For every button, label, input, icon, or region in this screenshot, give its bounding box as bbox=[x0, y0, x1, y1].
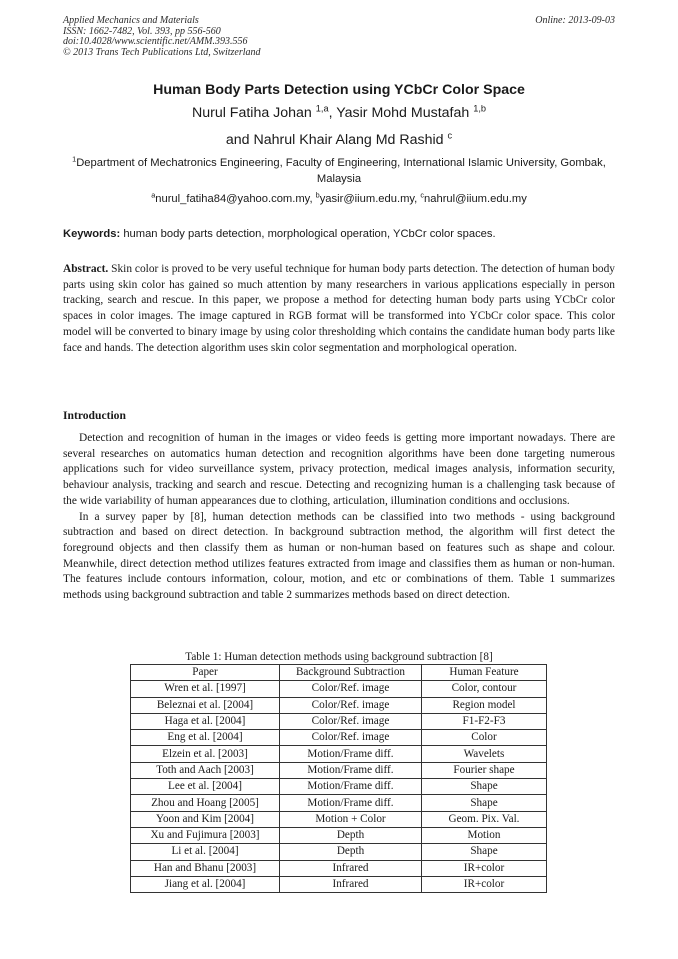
table-cell: Xu and Fujimura [2003] bbox=[131, 827, 280, 843]
table-cell: Beleznai et al. [2004] bbox=[131, 697, 280, 713]
author-conjunction: and bbox=[225, 132, 250, 148]
table-cell: Wavelets bbox=[422, 746, 547, 762]
table-cell: Yoon and Kim [2004] bbox=[131, 811, 280, 827]
table-cell: Infrared bbox=[280, 876, 422, 892]
table-cell: Motion/Frame diff. bbox=[280, 779, 422, 795]
paper-title: Human Body Parts Detection using YCbCr Color Space bbox=[153, 82, 525, 98]
table-cell: Zhou and Hoang [2005] bbox=[131, 795, 280, 811]
email-link[interactable]: yasir@iium.edu.my bbox=[319, 193, 415, 205]
table-cell: Motion/Frame diff. bbox=[280, 762, 422, 778]
table-body bbox=[131, 681, 547, 893]
table-cell: Infrared bbox=[280, 860, 422, 876]
table-cell: Toth and Aach [2003] bbox=[131, 762, 280, 778]
introduction-body bbox=[63, 431, 615, 604]
email-link[interactable]: nurul_fatiha84@yahoo.com.my bbox=[155, 193, 310, 205]
table-cell: Shape bbox=[422, 795, 547, 811]
table-row bbox=[131, 779, 547, 795]
journal-name: Applied Mechanics and Materials bbox=[63, 15, 199, 26]
author-superscript: 1,b bbox=[473, 103, 487, 114]
table-cell: Li et al. [2004] bbox=[131, 844, 280, 860]
online-date: Online: 2013-09-03 bbox=[535, 15, 615, 26]
table-cell: Elzein et al. [2003] bbox=[131, 746, 280, 762]
table-row bbox=[131, 844, 547, 860]
table-cell: Fourier shape bbox=[422, 762, 547, 778]
table-cell: Wren et al. [1997] bbox=[131, 681, 280, 697]
email-superscript: c bbox=[420, 190, 425, 200]
table-cell: Shape bbox=[422, 844, 547, 860]
table-cell: Depth bbox=[280, 844, 422, 860]
affiliation bbox=[63, 155, 615, 187]
table-cell: Han and Bhanu [2003] bbox=[131, 860, 280, 876]
table-cell: Color, contour bbox=[422, 681, 547, 697]
keywords-text: human body parts detection, morphological operation, YCbCr color spaces. bbox=[123, 228, 496, 240]
copyright-line: © 2013 Trans Tech Publications Ltd, Switzerland bbox=[63, 46, 261, 58]
table-cell: IR+color bbox=[422, 860, 547, 876]
table-cell: Haga et al. [2004] bbox=[131, 713, 280, 729]
abstract bbox=[63, 262, 615, 356]
table-row bbox=[131, 811, 547, 827]
keywords-label: Keywords: bbox=[63, 228, 121, 240]
table-row bbox=[131, 746, 547, 762]
table-cell: Motion + Color bbox=[280, 811, 422, 827]
affiliation-superscript: 1 bbox=[72, 154, 77, 164]
doi-line: doi:10.4028/www.scientific.net/AMM.393.556 bbox=[63, 36, 248, 47]
table-cell: Motion bbox=[422, 827, 547, 843]
table-1 bbox=[130, 664, 547, 893]
paragraph: In a survey paper by [8], human detection methods can be classified into two methods - using background subtraction and based on direct detection. In background subtraction method, the algorithm will first detect the foreground objects and then classify them as human or non-human based on features such as shape and colour. Meanwhile, direct detection method utilizes features extracted from image and classifies them as human or non-human. The features include contours information, colour, motion, and etc or combinations of them. Table 1 summarizes methods using background subtraction and table 2 summarizes methods based on direct detection. bbox=[63, 510, 615, 602]
abstract-text: Skin color is proved to be very useful technique for human body parts detection. The detection of human body parts using skin color has gained so much attention by many researchers in various applications especially in person tracking, search and rescue. In this paper, we propose a method for detecting human body parts using YCbCr color spaces in color images. The image captured in RGB format will be transformed into YCbCr color space. This color model will be converted to binary image by using color thresholding which contains the candidate human body parts like face and hands. The detection algorithm uses skin color segmentation and morphological operation. bbox=[63, 263, 615, 354]
abstract-label: Abstract. bbox=[63, 263, 109, 275]
table-row bbox=[131, 876, 547, 892]
table-row bbox=[131, 681, 547, 697]
running-header bbox=[63, 16, 615, 58]
authors-line-1: Nurul Fatiha Johan $^{1,a}$, Yasir Mohd Mustafah $^{1,b}$ bbox=[191, 103, 487, 121]
table-row bbox=[131, 730, 547, 746]
author-superscript: c bbox=[447, 130, 453, 141]
column-header: Paper bbox=[131, 665, 280, 681]
table-cell: Color/Ref. image bbox=[280, 730, 422, 746]
table-row bbox=[131, 827, 547, 843]
author-emails: $^a$nurul_fatiha84@yahoo.com.my, $^b$yasir@iium.edu.my, $^c$nahrul@iium.edu.my bbox=[151, 190, 527, 205]
table-cell: Color/Ref. image bbox=[280, 681, 422, 697]
email-superscript: a bbox=[151, 190, 156, 200]
table-cell: Shape bbox=[422, 779, 547, 795]
table-row bbox=[131, 860, 547, 876]
keywords bbox=[63, 227, 615, 241]
author-name: Yasir Mohd Mustafah bbox=[336, 105, 470, 121]
table-cell: Motion/Frame diff. bbox=[280, 795, 422, 811]
affiliation-text: Department of Mechatronics Engineering, Faculty of Engineering, International Islamic University, Gombak, Malaysia bbox=[76, 157, 606, 185]
table-header-row bbox=[131, 665, 547, 681]
table-row bbox=[131, 762, 547, 778]
table-cell: Jiang et al. [2004] bbox=[131, 876, 280, 892]
issn-line: ISSN: 1662-7482, Vol. 393, pp 556-560 bbox=[63, 25, 221, 37]
author-name: Nahrul Khair Alang Md Rashid bbox=[253, 132, 444, 148]
table-cell: Color/Ref. image bbox=[280, 713, 422, 729]
table-row bbox=[131, 697, 547, 713]
paragraph: Detection and recognition of human in the images or video feeds is getting more important nowadays. There are several researches on automatics human detection and recognition algorithms have been done targeting numerous applications such for video surveillance system, privacy protection, medical images analysis, information security, behaviour analysis, tracking and search and rescue. Detecting and recognizing human is a challenging task because of the wide variability of human appearances due to clothing, articulation, illumination conditions and occlusions. bbox=[63, 432, 615, 507]
column-header: Background Subtraction bbox=[280, 665, 422, 681]
author-superscript: 1,a bbox=[315, 103, 329, 114]
table-cell: F1-F2-F3 bbox=[422, 713, 547, 729]
authors-line-2 bbox=[63, 131, 615, 149]
table-cell: Region model bbox=[422, 697, 547, 713]
table-row bbox=[131, 713, 547, 729]
table-cell: Depth bbox=[280, 827, 422, 843]
table-cell: Motion/Frame diff. bbox=[280, 746, 422, 762]
table-cell: Color bbox=[422, 730, 547, 746]
table-cell: Geom. Pix. Val. bbox=[422, 811, 547, 827]
author-name: Nurul Fatiha Johan bbox=[191, 105, 312, 121]
email-link[interactable]: nahrul@iium.edu.my bbox=[424, 193, 527, 205]
table-caption: Table 1: Human detection methods using background subtraction [8] bbox=[185, 651, 493, 663]
table-cell: Lee et al. [2004] bbox=[131, 779, 280, 795]
section-heading-introduction: Introduction bbox=[63, 409, 126, 422]
table-row bbox=[131, 795, 547, 811]
table-cell: Eng et al. [2004] bbox=[131, 730, 280, 746]
table-cell: Color/Ref. image bbox=[280, 697, 422, 713]
table-cell: IR+color bbox=[422, 876, 547, 892]
column-header: Human Feature bbox=[422, 665, 547, 681]
email-superscript: b bbox=[315, 190, 320, 200]
